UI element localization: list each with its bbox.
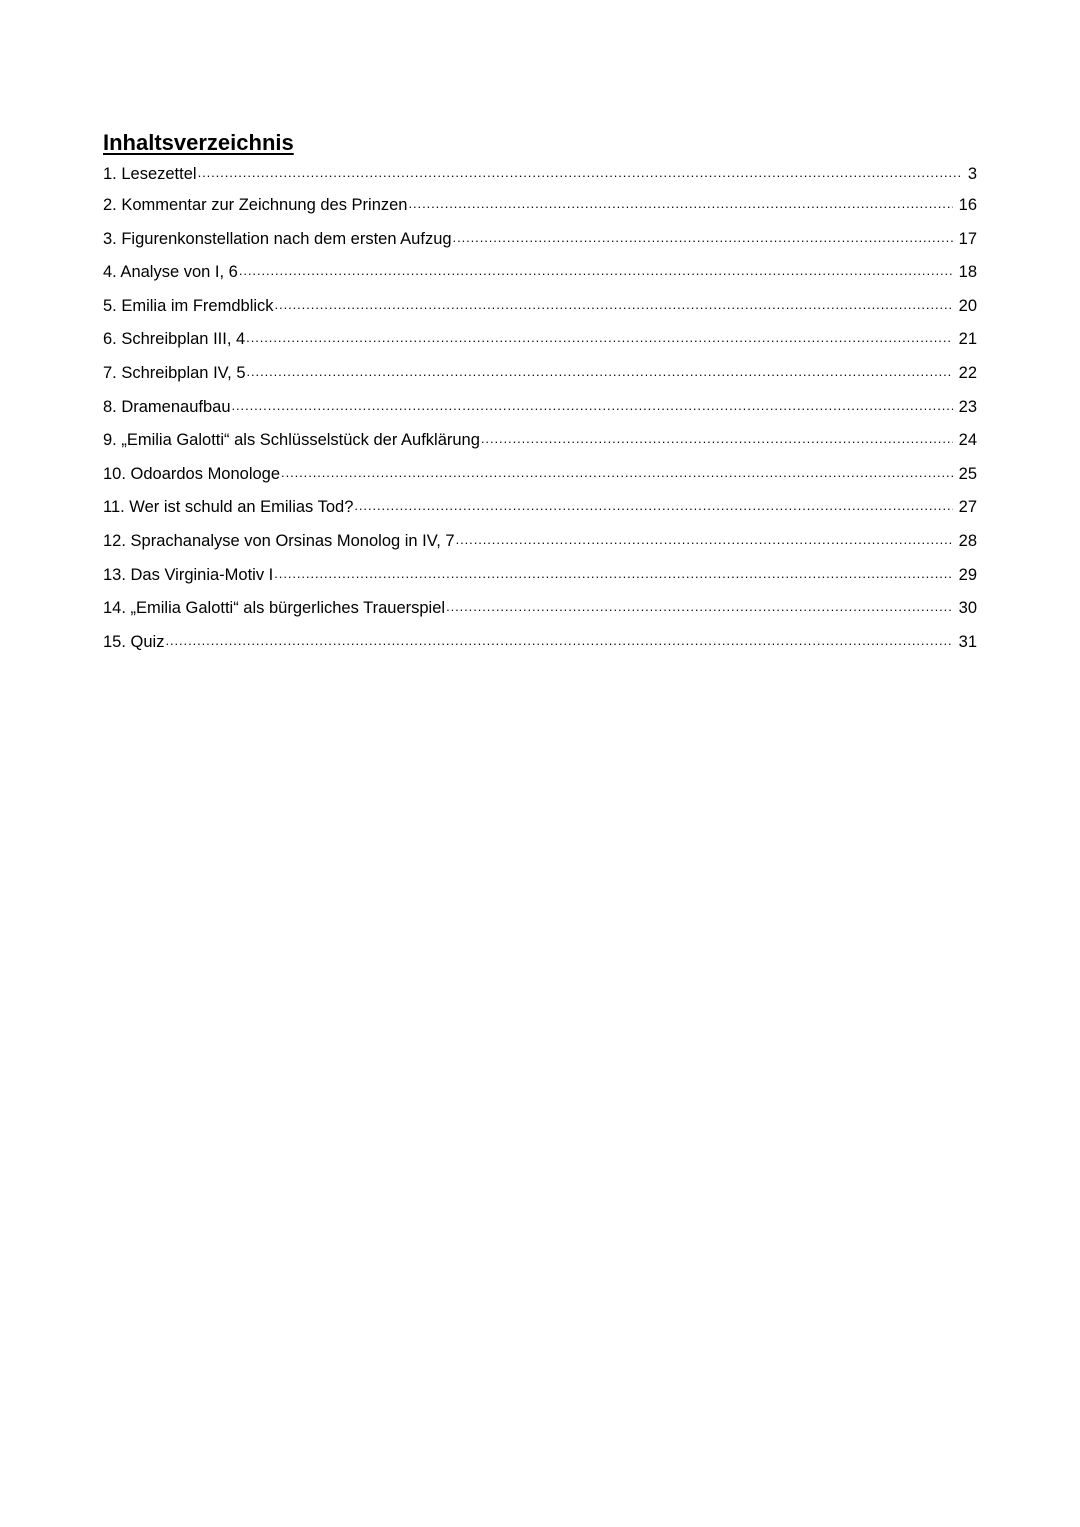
- toc-entry-6[interactable]: [103, 323, 977, 357]
- toc-title: Inhaltsverzeichnis: [103, 130, 294, 155]
- toc-dot-leader: [275, 294, 953, 311]
- toc-entry-page: 23: [958, 397, 977, 416]
- toc-list: [103, 159, 977, 659]
- toc-entry-label: 7. Schreibplan IV, 5: [103, 363, 246, 382]
- toc-dot-leader: [247, 361, 953, 378]
- table-of-contents: [103, 128, 977, 659]
- toc-entry-1[interactable]: [103, 159, 977, 189]
- toc-entry-label: 15. Quiz: [103, 632, 165, 651]
- toc-dot-leader: [456, 529, 953, 546]
- toc-entry-label: 4. Analyse von I, 6: [103, 263, 238, 282]
- toc-entry-label: 9. „Emilia Galotti“ als Schlüsselstück der Aufklärung: [103, 431, 480, 450]
- toc-dot-leader: [281, 462, 953, 479]
- toc-entry-page: 21: [958, 330, 977, 349]
- toc-entry-page: 22: [958, 363, 977, 382]
- toc-dot-leader: [246, 328, 952, 345]
- toc-entry-page: 20: [958, 296, 977, 315]
- toc-entry-label: 1. Lesezettel: [103, 165, 197, 183]
- toc-dot-leader: [354, 496, 952, 513]
- toc-entry-4[interactable]: [103, 256, 977, 290]
- toc-dot-leader: [446, 597, 953, 614]
- toc-entry-9[interactable]: [103, 424, 977, 458]
- toc-entry-label: 14. „Emilia Galotti“ als bürgerliches Trauerspiel: [103, 599, 446, 618]
- toc-entry-page: 3: [967, 165, 977, 183]
- toc-entry-3[interactable]: [103, 223, 977, 257]
- toc-entry-5[interactable]: [103, 290, 977, 324]
- toc-entry-page: 25: [958, 464, 977, 483]
- toc-entry-2[interactable]: [103, 189, 977, 223]
- toc-entry-11[interactable]: [103, 491, 977, 525]
- toc-entry-label: 5. Emilia im Fremdblick: [103, 296, 274, 315]
- toc-dot-leader: [239, 261, 953, 278]
- toc-entry-15[interactable]: [103, 626, 977, 660]
- toc-entry-14[interactable]: [103, 592, 977, 626]
- toc-entry-10[interactable]: [103, 458, 977, 492]
- toc-entry-label: 10. Odoardos Monologe: [103, 464, 281, 483]
- toc-entry-page: 17: [958, 229, 977, 248]
- toc-entry-label: 11. Wer ist schuld an Emilias Tod?: [103, 498, 354, 517]
- toc-entry-12[interactable]: [103, 525, 977, 559]
- toc-entry-8[interactable]: [103, 391, 977, 425]
- toc-entry-label: 8. Dramenaufbau: [103, 397, 231, 416]
- toc-entry-page: 16: [958, 196, 977, 214]
- toc-entry-13[interactable]: [103, 559, 977, 593]
- toc-dot-leader: [274, 563, 952, 580]
- toc-dot-leader: [453, 227, 953, 244]
- toc-dot-leader: [481, 429, 953, 446]
- toc-entry-page: 24: [958, 431, 977, 450]
- toc-entry-label: 2. Kommentar zur Zeichnung des Prinzen: [103, 196, 408, 214]
- toc-dot-leader: [409, 194, 953, 211]
- toc-entry-page: 30: [958, 599, 977, 618]
- toc-entry-page: 28: [958, 531, 977, 550]
- toc-entry-page: 27: [958, 498, 977, 517]
- toc-entry-page: 29: [958, 565, 977, 584]
- toc-dot-leader: [198, 163, 961, 180]
- toc-dot-leader: [165, 630, 952, 647]
- toc-dot-leader: [232, 395, 953, 412]
- toc-entry-label: 12. Sprachanalyse von Orsinas Monolog in IV, 7: [103, 531, 455, 550]
- toc-entry-7[interactable]: [103, 357, 977, 391]
- toc-entry-label: 6. Schreibplan III, 4: [103, 330, 246, 349]
- toc-entry-label: 13. Das Virginia-Motiv I: [103, 565, 274, 584]
- toc-entry-page: 31: [958, 632, 977, 651]
- toc-entry-label: 3. Figurenkonstellation nach dem ersten Aufzug: [103, 229, 452, 248]
- toc-entry-page: 18: [958, 263, 977, 282]
